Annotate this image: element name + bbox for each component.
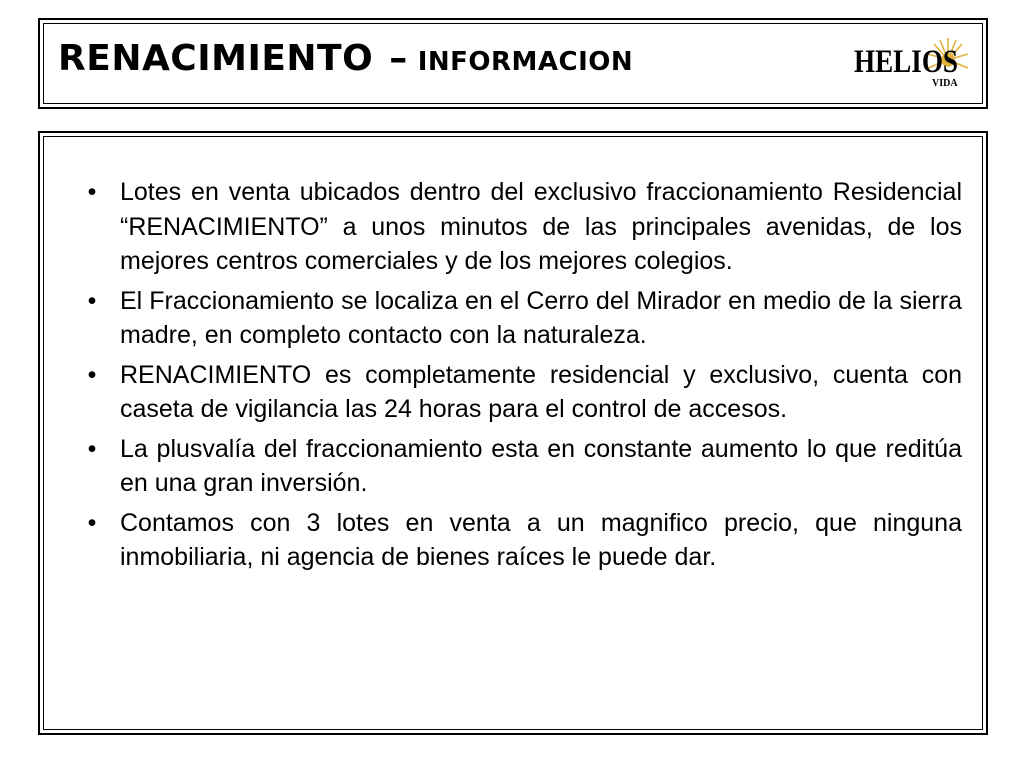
bullet-dot: • — [87, 434, 97, 463]
title-frame — [38, 18, 988, 109]
bullet-item — [82, 284, 962, 353]
bullet-dot: • — [87, 178, 97, 206]
title-separator: – — [389, 38, 408, 79]
page-title — [58, 38, 633, 79]
title-main: RENACIMIENTO — [58, 38, 374, 79]
logo-text: HELIOS — [854, 44, 958, 80]
bullet-text: Contamos con 3 lotes en venta a un magnifico precio, que ninguna inmobiliaria, ni agencia de bienes raíces le puede dar. — [120, 508, 962, 571]
bullet-text: RENACIMIENTO es completamente residencial y exclusivo, cuenta con caseta de vigilancia las 24 horas para el control de accesos. — [120, 360, 962, 423]
bullet-text: La plusvalía del fraccionamiento esta en constante aumento lo que reditúa en una gran inversión. — [120, 434, 962, 497]
content-frame — [38, 131, 988, 735]
logo-subtext: VIDA — [932, 78, 958, 89]
bullet-text: Lotes en venta ubicados dentro del exclusivo fraccionamiento Residencial “RENACIMIENTO” a unos minutos de las principales avenidas, de los mejores centros comerciales y de los mejores colegios. — [120, 178, 962, 275]
title-frame-inner — [43, 23, 983, 104]
bullet-item — [82, 175, 962, 279]
helios-vida-logo — [852, 36, 970, 92]
title-subtitle: INFORMACION — [417, 47, 634, 77]
content-frame-inner — [43, 136, 983, 730]
bullet-item — [82, 358, 962, 427]
bullet-list — [82, 175, 962, 580]
bullet-dot: • — [87, 508, 97, 537]
bullet-dot: • — [87, 286, 97, 315]
bullet-item — [82, 506, 962, 575]
bullet-dot: • — [87, 360, 97, 389]
bullet-text: El Fraccionamiento se localiza en el Cerro del Mirador en medio de la sierra madre, en completo contacto con la naturaleza. — [120, 286, 962, 349]
bullet-item — [82, 432, 962, 501]
